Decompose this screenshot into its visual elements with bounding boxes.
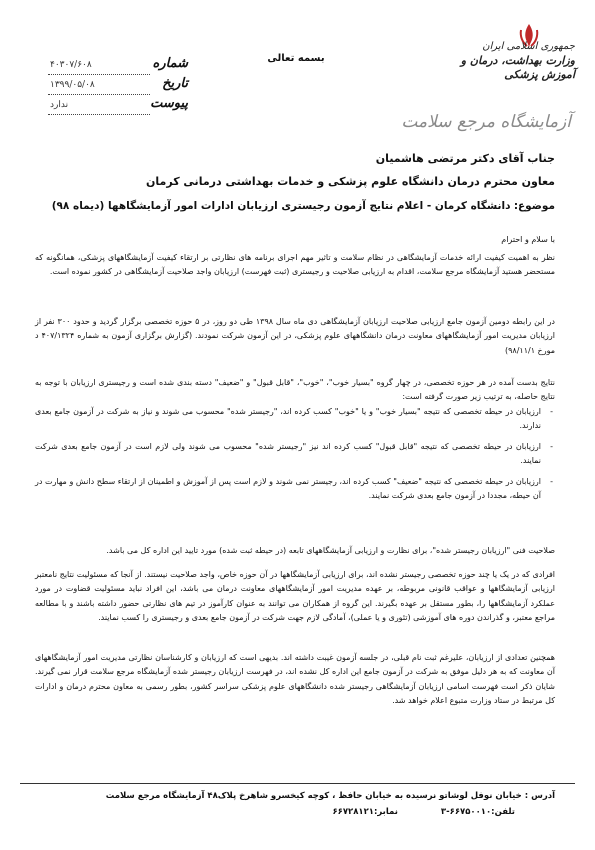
number-value: ۴۰۳۰۷/۶۰۸ xyxy=(48,56,150,75)
date-label: تاریخ xyxy=(162,76,188,91)
bullet-item: - ارزیابان در حیطه تخصصی که نتیجه "قابل قبول" کسب کرده اند نیز "رجیستر شده" محسوب می شوند ولی لازم است در آزمون جامع بعدی شرکت نمایند. xyxy=(35,440,555,469)
subject-label: موضوع: xyxy=(513,200,555,212)
paragraph-3: نتایج بدست آمده در هر حوزه تخصصی، در چهار گروه "بسیار خوب"، "خوب"، "قابل قبول" و "ضعیف" دسته بندی شده است و رجیستری ارزیابان با توجه به نتایج حاصله، به ترتیب زیر صورت گرفته است: xyxy=(35,378,555,402)
greeting: با سلام و احترام xyxy=(501,235,555,244)
number-label: شماره xyxy=(152,56,188,71)
subject-line xyxy=(35,200,555,212)
footer-address: آدرس : خیابان نوفل لوشاتو نرسیده به خیابان حافظ ، کوچه کیخسرو شاهرخ پلاک۴۸ آزمایشگاه مرجع سلامت xyxy=(105,791,555,801)
ministry-logo-text xyxy=(425,40,575,82)
attachment-label: پیوست xyxy=(150,96,188,111)
paragraph-5: افرادی که در یک یا چند حوزه تخصصی رجیستر نشده اند، برای ارزیابی آزمایشگاهها در آن حوزه خاص، واجد صلاحیت نیستند. از آنجا که مسئولیت نتایج نامعتبر ارزیابی آزمایشگاهها و عواقب قانونی مربوطه، بر عهده مدیریت امور آزمایشگاههای معاونت درمان می باشد، این افراد نباید مسئولیت قضاوت در مورد عملکرد آزمایشگاهها را، بطور مستقل بر عهده بگیرند. این گروه از همکاران می توانند به عنوان کارآموز در تیم های نظارتی حضور داشته باشند و با مطالعه مراجع معتبر، و گذراندن دوره های آموزشی (تئوری و یا عملی)، آمادگی لازم جهت شرکت در آزمون جامع بعدی و رجیستری را کسب نمایند. xyxy=(35,570,555,623)
addressee-title: معاون محترم درمان دانشگاه علوم پزشکی و خدمات بهداشتی درمانی کرمان xyxy=(146,175,555,188)
paragraph-6: همچنین تعدادی از ارزیابان، علیرغم ثبت نام قبلی، در جلسه آزمون غیبت داشته اند. بدیهی است که ارزیابان و کارشناسان نظارتی مدیریت امور آزمایشگاههای آن معاونت که به هر دلیل موفق به شرکت در آزمون جامع این اداره کل نشده اند، در فهرست ارزیابان رجیستر شده آزمایشگاه مرجع سلامت قرار نمی گیرند. شایان ذکر است فهرست اسامی ارزیابان آزمایشگاهی رجیستر شده دانشگاههای علوم پزشکی سراسر کشور، بطور رسمی به معاون محترم درمان و ادارات کل مرتبط در ستاد وزارت متبوع اعلام خواهد شد. xyxy=(35,653,555,706)
footer xyxy=(0,783,595,823)
attachment-value: ندارد xyxy=(48,96,150,115)
addressee-name: جناب آقای دکتر مرتضی هاشمیان xyxy=(375,152,555,165)
subject-text: دانشگاه کرمان - اعلام نتایج آزمون رجیستری ارزیابان ادارات امور آزمایشگاهها (دیماه ۹۸) xyxy=(51,200,511,212)
footer-contact xyxy=(292,807,515,817)
paragraph-1: نظر به اهمیت کیفیت ارائه خدمات آزمایشگاهی در نظام سلامت و تاثیر مهم اجرای برنامه های نظارتی بر ارتقاء کیفیت آزمایشگاههای پزشکی، همانگونه که مستحضر هستید آزمایشگاه مرجع سلامت، اقدام به ارزیابی صلاحیت و رجیستری (ثبت فهرست) ارزیابان واجد صلاحیت آزمایشگاهی در کشور نموده است. xyxy=(35,253,555,277)
footer-phone: تلفن:۶۶۷۵۰۰۱۰-۳ xyxy=(440,807,515,817)
paragraph-2: در این رابطه دومین آزمون جامع ارزیابی صلاحیت ارزیابان آزمایشگاهی دی ماه سال ۱۳۹۸ طی دو روز، در ۵ حوزه تخصصی برگزار گردید و حدود ۳۰۰ نفر از ارزیابان مدیریت امور آزمایشگاههای معاونت درمان دانشگاههای علوم پزشکی، در این آزمون شرکت نمودند. (گزارش برگزاری آزمون به شماره ۴۰۷/۱۳۲۴ د مورخ ۹۸/۱۱/۱) xyxy=(35,317,555,355)
reference-lab-title: آزمایشگاه مرجع سلامت xyxy=(401,112,571,132)
bullet-item: - ارزیابان در حیطه تخصصی که نتیجه "ضعیف" کسب کرده اند، رجیستر نمی شوند و لازم است پس از آموزش و اطمینان از ارتقاء سطح دانش و مهارت در آن حیطه، مجددا در آزمون جامع بعدی شرکت نمایند. xyxy=(35,475,555,504)
letter-number-row xyxy=(48,55,188,75)
footer-fax: نمابر:۶۶۷۲۸۱۲۱ xyxy=(332,807,398,817)
results-bullet-list xyxy=(35,405,555,509)
letter-meta xyxy=(48,55,188,115)
paragraph-4: صلاحیت فنی "ارزیابان رجیستر شده"، برای نظارت و ارزیابی آزمایشگاههای تابعه (در حیطه ثبت شده) مورد تایید این اداره کل می باشد. xyxy=(106,546,555,555)
bullet-item: - ارزیابان در حیطه تخصصی که نتیجه "بسیار خوب" و یا "خوب" کسب کرده اند، "رجیستر شده" محسوب می شوند و نیاز به شرکت در آزمون جامع بعدی ندارند. xyxy=(35,405,555,434)
date-value: ۱۳۹۹/۰۵/۰۸ xyxy=(48,76,150,95)
letter-attachment-row xyxy=(48,95,188,115)
bismillah: بسمه تعالی xyxy=(267,53,325,64)
footer-divider xyxy=(20,783,575,784)
ministry-line2: وزارت بهداشت، درمان و آموزش پزشکی xyxy=(460,54,575,81)
ministry-line1: جمهوری اسلامی ایران xyxy=(482,41,575,52)
letter-date-row xyxy=(48,75,188,95)
